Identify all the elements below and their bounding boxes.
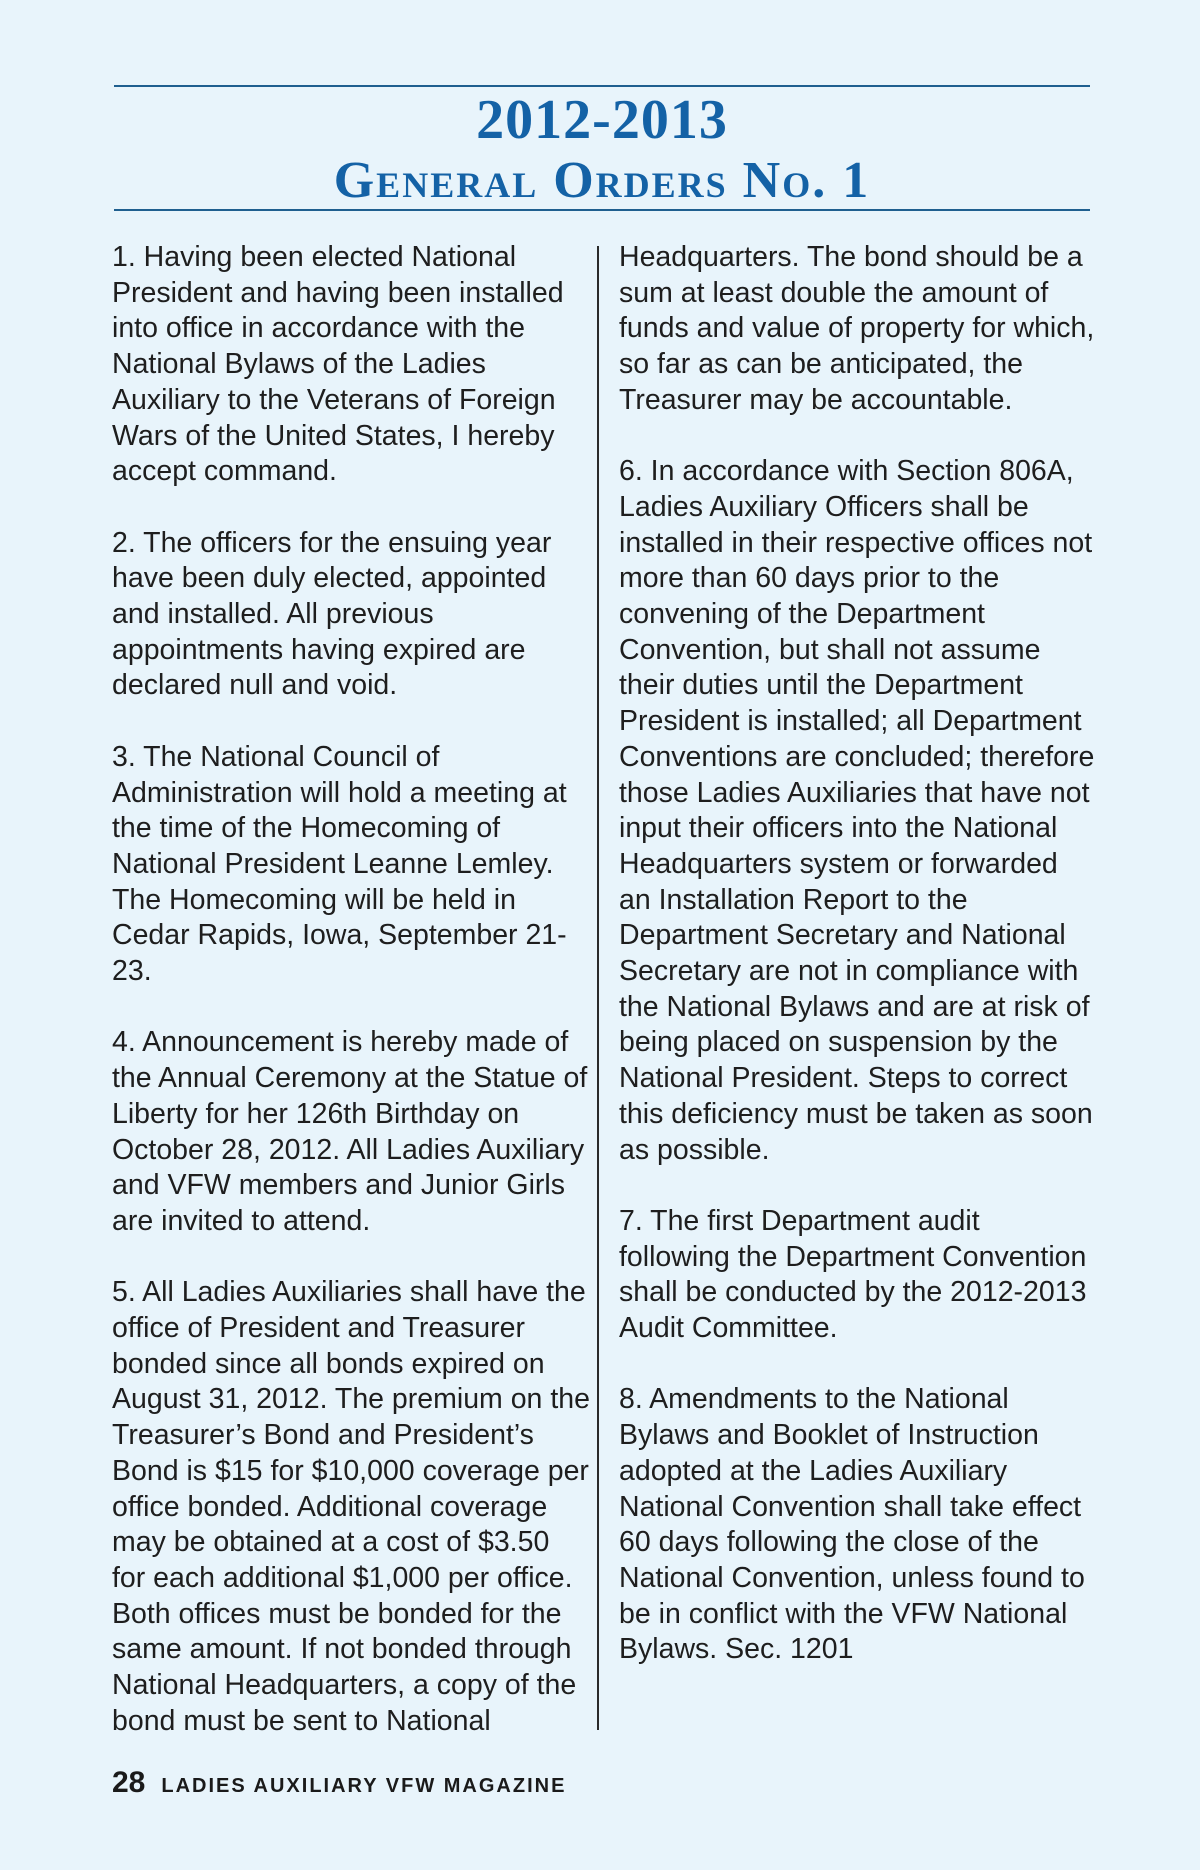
- title-block: [114, 88, 1090, 210]
- page-footer: [112, 1766, 566, 1800]
- order-paragraph-5: 5. All Ladies Auxiliaries shall have the office of President and Treasurer bonded since all bonds expired on August 31, 2012. The premium on the Treasurer’s Bond and President’s Bond is $15 for $10,000 coverage per office bonded. Additional coverage may be obtained at a cost of $3.50 for each additional $1,000 per office. Both offices must be bonded for the same amount. If not bonded through National Headquarters, a copy of the bond must be sent to National: [112, 1276, 590, 1737]
- order-paragraph-4: 4. Announcement is hereby made of the Annual Ceremony at the Statue of Liberty for her 126th Birthday on October 28, 2012. All Ladies Auxiliary and VFW members and Junior Girls are invited to attend.: [112, 1026, 588, 1237]
- page-title: General Orders No. 1: [333, 152, 871, 209]
- title-year: 2012-2013: [476, 89, 728, 151]
- title-bottom-rule: [114, 209, 1090, 211]
- order-paragraph-6: 6. In accordance with Section 806A, Ladies Auxiliary Officers shall be installed in their respective offices not more than 60 days prior to the convening of the Department Convention, but shall not assume their duties until the Department President is installed; all Department Conventions are concluded; therefore those Ladies Auxiliaries that have not input their officers into the National Headquarters system or forwarded an Installation Report to the Department Secretary and National Secretary are not in compliance with the National Bylaws and are at risk of being placed on suspension by the National President. Steps to correct this deficiency must be taken as soon as possible.: [619, 455, 1095, 1166]
- order-paragraph-2: 2. The officers for the ensuing year have been duly elected, appointed and installed. All previous appointments having expired are declared null and void.: [112, 526, 552, 702]
- order-paragraph-8: 8. Amendments to the National Bylaws and Booklet of Instruction adopted at the Ladies Auxiliary National Convention shall take effect 60 days following the close of the National Convention, unless found to be in conflict with the VFW National Bylaws. Sec. 1201: [619, 1383, 1085, 1666]
- page-number: 28: [112, 1766, 146, 1799]
- column-divider: [597, 246, 599, 1730]
- title-top-rule: [114, 85, 1090, 87]
- publication-name: LADIES AUXILIARY VFW MAGAZINE: [161, 1775, 567, 1797]
- left-column: [112, 240, 590, 1739]
- order-paragraph-3: 3. The National Council of Administration will hold a meeting at the time of the Homecoming of National President Leanne Lemley. The Homecoming will be held in Cedar Rapids, Iowa, September 21-23.: [112, 740, 567, 988]
- right-column: [619, 240, 1097, 1668]
- order-paragraph-7: 7. The first Department audit following the Department Convention shall be conducted by the 2012-2013 Audit Committee.: [619, 1204, 1087, 1345]
- order-paragraph-1: 1. Having been elected National President and having been installed into office in accordance with the National Bylaws of the Ladies Auxiliary to the Veterans of Foreign Wars of the United States, I hereby accept command.: [112, 241, 564, 488]
- order-paragraph-5-continued: Headquarters. The bond should be a sum at least double the amount of funds and value of property for which, so far as can be anticipated, the Treasurer may be accountable.: [619, 241, 1095, 416]
